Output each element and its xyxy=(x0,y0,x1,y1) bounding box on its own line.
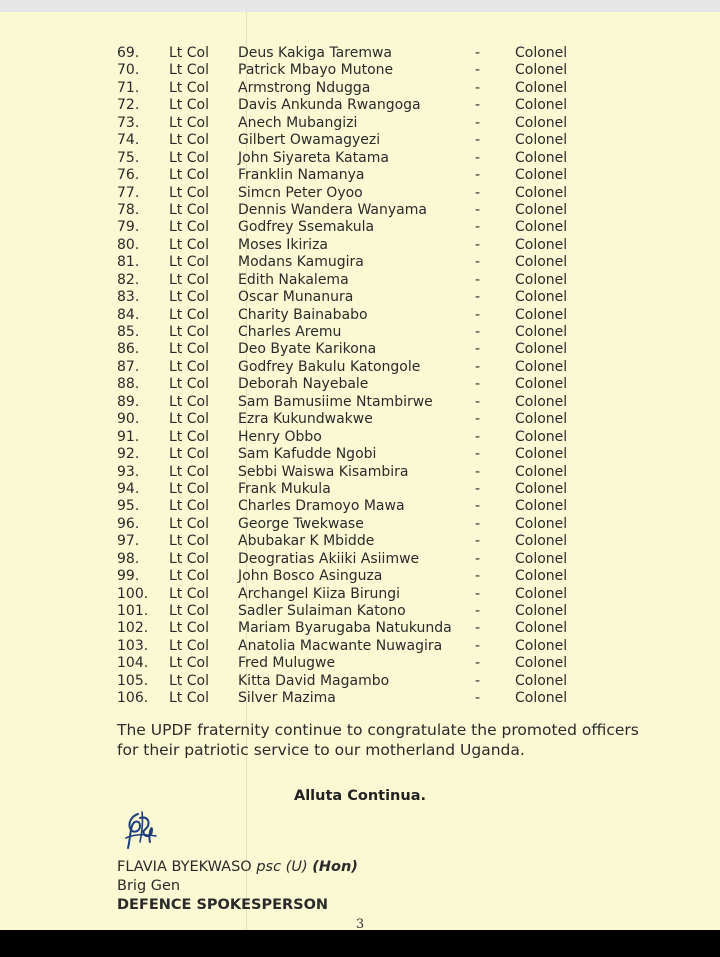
entry-new-rank: Colonel xyxy=(515,655,568,672)
entry-number: 92. xyxy=(117,446,140,463)
entry-new-rank: Colonel xyxy=(515,498,568,515)
entry-number: 90. xyxy=(117,411,140,428)
list-item xyxy=(117,97,617,114)
entry-number: 103. xyxy=(117,637,149,654)
entry-new-rank: Colonel xyxy=(515,585,568,602)
entry-new-rank: Colonel xyxy=(515,358,568,375)
motto: Alluta Continua. xyxy=(293,788,426,804)
entry-separator: - xyxy=(475,79,481,96)
entry-new-rank: Colonel xyxy=(515,428,568,445)
entry-number: 97. xyxy=(117,533,140,550)
entry-current-rank: Lt Col xyxy=(169,411,209,428)
entry-name: Mariam Byarugaba Natukunda xyxy=(238,620,452,637)
entry-current-rank: Lt Col xyxy=(169,672,209,689)
entry-name: Sam Bamusiime Ntambirwe xyxy=(238,393,433,410)
entry-current-rank: Lt Col xyxy=(169,236,209,253)
list-item xyxy=(117,568,617,585)
entry-name: Davis Ankunda Rwangoga xyxy=(238,97,421,114)
list-item xyxy=(117,620,617,637)
entry-number: 80. xyxy=(117,236,140,253)
entry-separator: - xyxy=(475,411,481,428)
entry-name: Deo Byate Karikona xyxy=(238,341,377,358)
signatory-qualification: psc (U) xyxy=(256,859,308,875)
list-item xyxy=(117,655,617,672)
entry-new-rank: Colonel xyxy=(515,463,568,480)
entry-separator: - xyxy=(475,201,481,218)
entry-number: 86. xyxy=(117,341,140,358)
entry-new-rank: Colonel xyxy=(515,62,568,79)
entry-name: Sebbi Waiswa Kisambira xyxy=(238,463,409,480)
signatory-honorific: (Hon) xyxy=(312,859,358,875)
list-item xyxy=(117,411,617,428)
entry-name: Edith Nakalema xyxy=(238,271,349,288)
entry-number: 102. xyxy=(117,620,149,637)
list-item xyxy=(117,167,617,184)
list-item xyxy=(117,272,617,289)
entry-number: 83. xyxy=(117,289,140,306)
entry-current-rank: Lt Col xyxy=(169,393,209,410)
entry-separator: - xyxy=(475,655,481,672)
entry-new-rank: Colonel xyxy=(515,672,568,689)
entry-separator: - xyxy=(475,672,481,689)
entry-new-rank: Colonel xyxy=(515,236,568,253)
entry-separator: - xyxy=(475,132,481,149)
entry-new-rank: Colonel xyxy=(515,149,568,166)
entry-number: 94. xyxy=(117,480,140,497)
entry-separator: - xyxy=(475,236,481,253)
entry-separator: - xyxy=(475,289,481,306)
entry-name: Simcn Peter Oyoo xyxy=(238,184,363,201)
entry-number: 84. xyxy=(117,306,140,323)
entry-number: 93. xyxy=(117,463,140,480)
entry-separator: - xyxy=(475,45,481,61)
closing-paragraph: The UPDF fraternity continue to congratulate the promoted officers for their patriotic service to our motherland Uganda. xyxy=(117,721,639,759)
entry-new-rank: Colonel xyxy=(515,620,568,637)
entry-name: Godfrey Ssemakula xyxy=(238,219,375,236)
entry-new-rank: Colonel xyxy=(515,324,568,340)
list-item xyxy=(117,289,617,306)
signatory-title: DEFENCE SPOKESPERSON xyxy=(117,897,329,913)
list-item xyxy=(117,429,617,446)
entry-current-rank: Lt Col xyxy=(169,114,209,131)
list-item xyxy=(117,690,617,707)
list-item xyxy=(117,150,617,167)
list-item xyxy=(117,446,617,463)
entry-name: Silver Mazima xyxy=(238,690,336,707)
entry-new-rank: Colonel xyxy=(515,167,568,184)
page-number: 3 xyxy=(355,917,365,932)
entry-name: Charles Aremu xyxy=(238,324,342,340)
list-item xyxy=(117,498,617,515)
entry-number: 75. xyxy=(117,149,140,166)
entry-separator: - xyxy=(475,498,481,515)
list-item xyxy=(117,603,617,620)
entry-separator: - xyxy=(475,219,481,236)
entry-current-rank: Lt Col xyxy=(169,45,209,61)
entry-name: Sam Kafudde Ngobi xyxy=(238,446,377,463)
entry-name: Deogratias Akiiki Asiimwe xyxy=(238,550,420,567)
entry-separator: - xyxy=(475,585,481,602)
entry-name: Anech Mubangizi xyxy=(238,114,358,131)
entry-separator: - xyxy=(475,254,481,271)
entry-number: 98. xyxy=(117,550,140,567)
entry-separator: - xyxy=(475,446,481,463)
entry-separator: - xyxy=(475,428,481,445)
entry-current-rank: Lt Col xyxy=(169,690,209,707)
entry-number: 78. xyxy=(117,201,140,218)
entry-name: Patrick Mbayo Mutone xyxy=(238,62,394,79)
list-item xyxy=(117,45,617,62)
entry-name: Moses Ikiriza xyxy=(238,236,328,253)
entry-current-rank: Lt Col xyxy=(169,463,209,480)
list-item xyxy=(117,341,617,358)
list-item xyxy=(117,254,617,271)
entry-new-rank: Colonel xyxy=(515,201,568,218)
signatory-name-line xyxy=(117,858,358,877)
entry-name: George Twekwase xyxy=(238,515,364,532)
entry-separator: - xyxy=(475,533,481,550)
entry-number: 104. xyxy=(117,655,149,672)
entry-separator: - xyxy=(475,114,481,131)
entry-current-rank: Lt Col xyxy=(169,376,209,393)
entry-new-rank: Colonel xyxy=(515,603,568,619)
list-item xyxy=(117,80,617,97)
entry-new-rank: Colonel xyxy=(515,568,568,585)
entry-separator: - xyxy=(475,480,481,497)
entry-current-rank: Lt Col xyxy=(169,515,209,532)
entry-current-rank: Lt Col xyxy=(169,149,209,166)
entry-name: Deus Kakiga Taremwa xyxy=(238,45,392,61)
entry-current-rank: Lt Col xyxy=(169,637,209,654)
entry-number: 79. xyxy=(117,219,140,236)
entry-separator: - xyxy=(475,515,481,532)
entry-separator: - xyxy=(475,341,481,358)
entry-new-rank: Colonel xyxy=(515,411,568,428)
entry-number: 99. xyxy=(117,568,140,585)
entry-current-rank: Lt Col xyxy=(169,132,209,149)
list-item xyxy=(117,551,617,568)
entry-new-rank: Colonel xyxy=(515,79,568,96)
list-item xyxy=(117,394,617,411)
list-item xyxy=(117,638,617,655)
entry-new-rank: Colonel xyxy=(515,271,568,288)
entry-number: 81. xyxy=(117,254,140,271)
entry-number: 69. xyxy=(117,45,140,61)
entry-separator: - xyxy=(475,149,481,166)
entry-name: Armstrong Ndugga xyxy=(238,79,371,96)
entry-new-rank: Colonel xyxy=(515,480,568,497)
entry-separator: - xyxy=(475,393,481,410)
top-margin-bar xyxy=(0,0,720,12)
entry-current-rank: Lt Col xyxy=(169,254,209,271)
entry-separator: - xyxy=(475,358,481,375)
list-item xyxy=(117,533,617,550)
entry-name: John Bosco Asinguza xyxy=(238,568,383,585)
entry-number: 71. xyxy=(117,79,140,96)
entry-current-rank: Lt Col xyxy=(169,446,209,463)
entry-new-rank: Colonel xyxy=(515,533,568,550)
entry-name: Dennis Wandera Wanyama xyxy=(238,201,427,218)
entry-new-rank: Colonel xyxy=(515,515,568,532)
entry-name: Oscar Munanura xyxy=(238,289,354,306)
entry-current-rank: Lt Col xyxy=(169,79,209,96)
entry-current-rank: Lt Col xyxy=(169,655,209,672)
list-item xyxy=(117,481,617,498)
entry-number: 91. xyxy=(117,428,140,445)
entry-name: Charles Dramoyo Mawa xyxy=(238,498,405,515)
signature-block xyxy=(117,858,358,915)
entry-current-rank: Lt Col xyxy=(169,167,209,184)
list-item xyxy=(117,586,617,603)
entry-new-rank: Colonel xyxy=(515,446,568,463)
entry-current-rank: Lt Col xyxy=(169,324,209,340)
entry-name: Henry Obbo xyxy=(238,428,322,445)
list-item xyxy=(117,516,617,533)
entry-separator: - xyxy=(475,376,481,393)
entry-separator: - xyxy=(475,306,481,323)
entry-name: Frank Mukula xyxy=(238,480,331,497)
entry-number: 76. xyxy=(117,167,140,184)
entry-name: Abubakar K Mbidde xyxy=(238,533,375,550)
entry-name: Anatolia Macwante Nuwagira xyxy=(238,637,443,654)
entry-name: Sadler Sulaiman Katono xyxy=(238,603,406,619)
entry-new-rank: Colonel xyxy=(515,97,568,114)
entry-name: John Siyareta Katama xyxy=(238,149,389,166)
entry-current-rank: Lt Col xyxy=(169,289,209,306)
signature-icon xyxy=(118,808,162,856)
entry-new-rank: Colonel xyxy=(515,306,568,323)
entry-separator: - xyxy=(475,690,481,707)
entry-separator: - xyxy=(475,167,481,184)
list-item xyxy=(117,376,617,393)
entry-new-rank: Colonel xyxy=(515,376,568,393)
list-item xyxy=(117,202,617,219)
entry-name: Fred Mulugwe xyxy=(238,655,336,672)
entry-current-rank: Lt Col xyxy=(169,428,209,445)
entry-current-rank: Lt Col xyxy=(169,603,209,619)
entry-current-rank: Lt Col xyxy=(169,568,209,585)
entry-number: 105. xyxy=(117,672,149,689)
entry-new-rank: Colonel xyxy=(515,254,568,271)
entry-separator: - xyxy=(475,62,481,79)
entry-name: Kitta David Magambo xyxy=(238,672,390,689)
list-item xyxy=(117,237,617,254)
entry-separator: - xyxy=(475,550,481,567)
entry-number: 77. xyxy=(117,184,140,201)
entry-new-rank: Colonel xyxy=(515,341,568,358)
entry-separator: - xyxy=(475,184,481,201)
entry-current-rank: Lt Col xyxy=(169,97,209,114)
entry-current-rank: Lt Col xyxy=(169,341,209,358)
entry-current-rank: Lt Col xyxy=(169,480,209,497)
entry-number: 70. xyxy=(117,62,140,79)
entry-current-rank: Lt Col xyxy=(169,201,209,218)
entry-current-rank: Lt Col xyxy=(169,184,209,201)
entry-separator: - xyxy=(475,603,481,619)
entry-separator: - xyxy=(475,463,481,480)
entry-new-rank: Colonel xyxy=(515,690,568,707)
list-item xyxy=(117,132,617,149)
entry-number: 72. xyxy=(117,97,140,114)
signatory-name: FLAVIA BYEKWASO xyxy=(117,859,252,875)
entry-name: Gilbert Owamagyezi xyxy=(238,132,381,149)
entry-new-rank: Colonel xyxy=(515,289,568,306)
entry-number: 85. xyxy=(117,324,140,340)
entry-new-rank: Colonel xyxy=(515,132,568,149)
entry-name: Modans Kamugira xyxy=(238,254,364,271)
document-page xyxy=(0,12,720,930)
entry-current-rank: Lt Col xyxy=(169,585,209,602)
entry-current-rank: Lt Col xyxy=(169,306,209,323)
entry-new-rank: Colonel xyxy=(515,219,568,236)
entry-number: 73. xyxy=(117,114,140,131)
entry-new-rank: Colonel xyxy=(515,45,568,61)
entry-current-rank: Lt Col xyxy=(169,358,209,375)
entry-current-rank: Lt Col xyxy=(169,219,209,236)
entry-separator: - xyxy=(475,97,481,114)
entry-new-rank: Colonel xyxy=(515,114,568,131)
entry-separator: - xyxy=(475,568,481,585)
entry-number: 74. xyxy=(117,132,140,149)
entry-name: Franklin Namanya xyxy=(238,167,365,184)
entry-current-rank: Lt Col xyxy=(169,550,209,567)
entry-separator: - xyxy=(475,324,481,340)
entry-new-rank: Colonel xyxy=(515,393,568,410)
entry-new-rank: Colonel xyxy=(515,550,568,567)
entry-name: Charity Bainababo xyxy=(238,306,368,323)
entry-name: Ezra Kukundwakwe xyxy=(238,411,373,428)
entry-number: 101. xyxy=(117,603,149,619)
list-item xyxy=(117,324,617,341)
list-item xyxy=(117,359,617,376)
entry-separator: - xyxy=(475,620,481,637)
list-item xyxy=(117,219,617,236)
signatory-rank: Brig Gen xyxy=(117,878,181,894)
entry-new-rank: Colonel xyxy=(515,184,568,201)
entry-number: 82. xyxy=(117,271,140,288)
list-item xyxy=(117,673,617,690)
entry-number: 96. xyxy=(117,515,140,532)
entry-new-rank: Colonel xyxy=(515,637,568,654)
entry-number: 88. xyxy=(117,376,140,393)
entry-number: 87. xyxy=(117,358,140,375)
entry-name: Archangel Kiiza Birungi xyxy=(238,585,400,602)
entry-separator: - xyxy=(475,637,481,654)
entry-current-rank: Lt Col xyxy=(169,498,209,515)
entry-name: Deborah Nayebale xyxy=(238,376,369,393)
list-item xyxy=(117,185,617,202)
entry-number: 106. xyxy=(117,690,149,707)
promotion-list xyxy=(117,45,617,708)
entry-number: 95. xyxy=(117,498,140,515)
entry-number: 100. xyxy=(117,585,149,602)
entry-number: 89. xyxy=(117,393,140,410)
list-item xyxy=(117,464,617,481)
list-item xyxy=(117,115,617,132)
entry-current-rank: Lt Col xyxy=(169,620,209,637)
list-item xyxy=(117,307,617,324)
entry-separator: - xyxy=(475,271,481,288)
entry-name: Godfrey Bakulu Katongole xyxy=(238,358,421,375)
entry-current-rank: Lt Col xyxy=(169,62,209,79)
entry-current-rank: Lt Col xyxy=(169,533,209,550)
list-item xyxy=(117,62,617,79)
entry-current-rank: Lt Col xyxy=(169,271,209,288)
